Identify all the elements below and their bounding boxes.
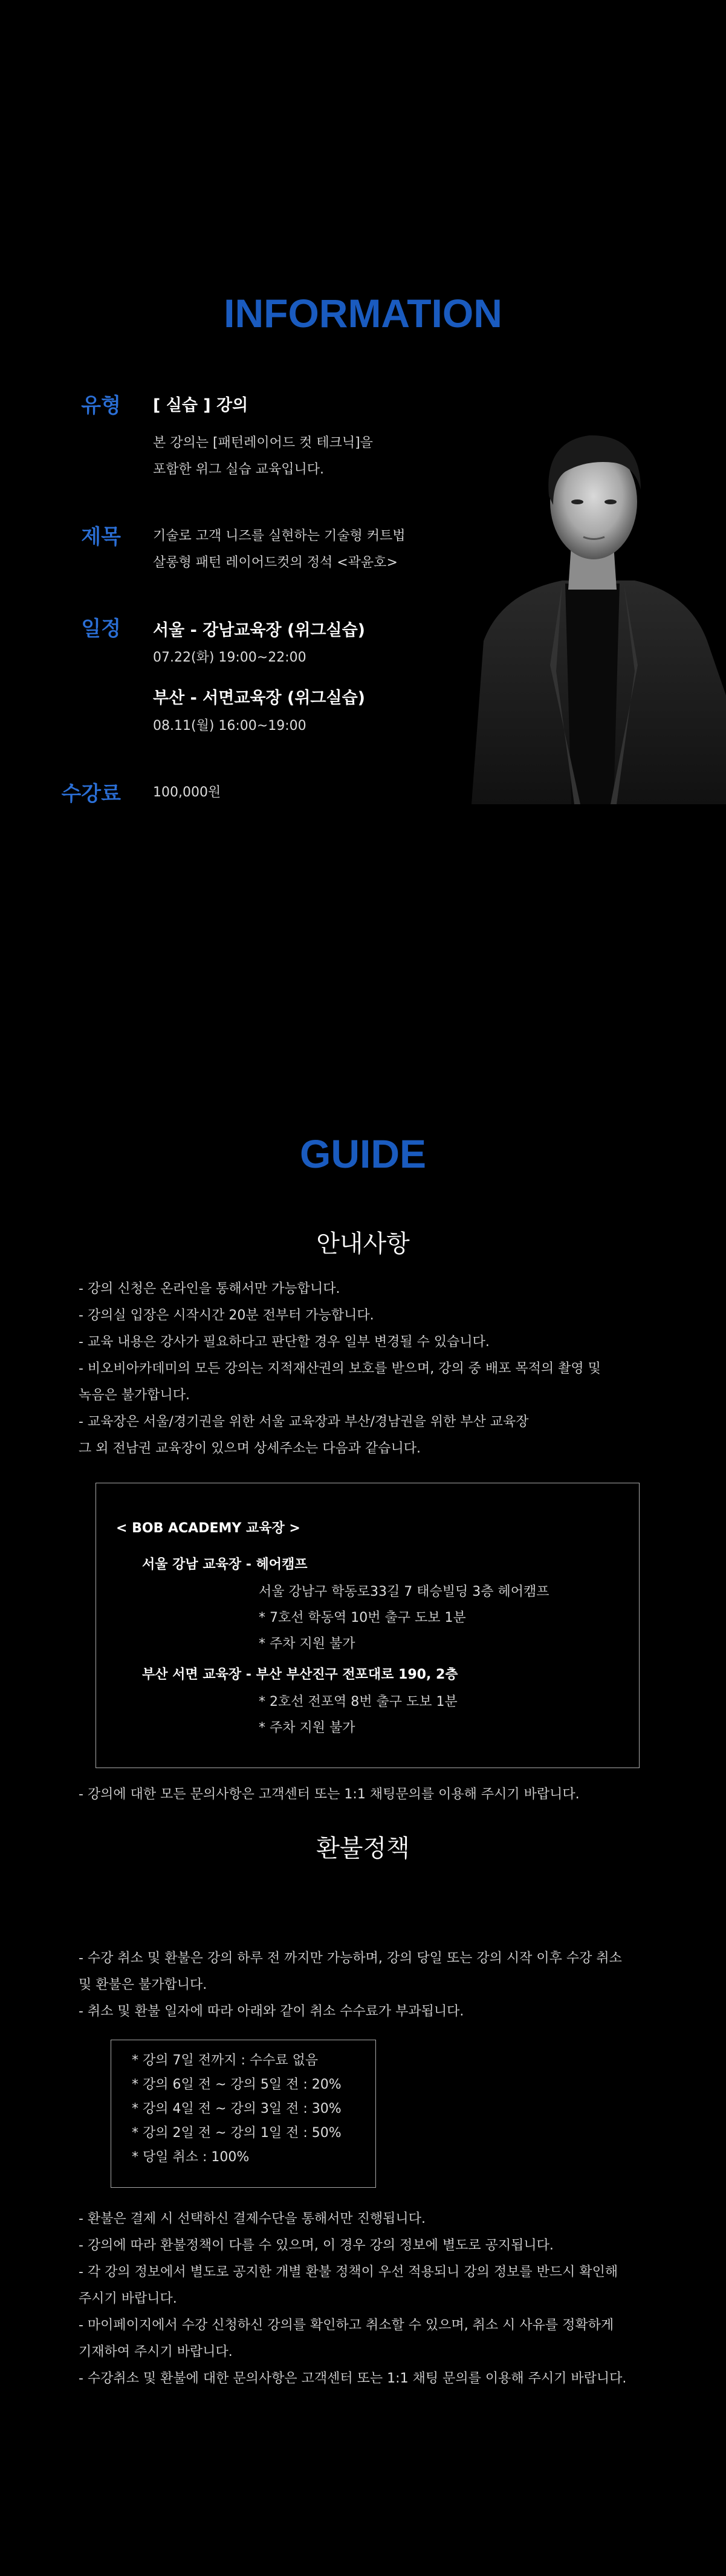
fee-row: * 강의 4일 전 ~ 강의 3일 전 : 30% — [132, 2101, 342, 2116]
notice-footer: - 강의에 대한 모든 문의사항은 고객센터 또는 1:1 채팅문의를 이용해 주시기 바랍니다. — [79, 1787, 580, 1802]
notice-list — [79, 1276, 601, 1462]
list-item: 기재하여 주시기 바랍니다. — [79, 2344, 233, 2360]
type-desc-2: 포함한 위그 실습 교육입니다. — [153, 462, 324, 477]
seoul-academy-line: 서울 강남구 학동로33길 7 태승빌딩 3층 헤어캠프 — [259, 1584, 549, 1599]
type-value: [ 실습 ] 강의 — [153, 396, 248, 415]
list-item: - 강의 신청은 온라인을 통해서만 가능합니다. — [79, 1281, 340, 1296]
instructor-portrait — [459, 381, 726, 804]
fee-row: * 강의 2일 전 ~ 강의 1일 전 : 50% — [132, 2126, 342, 2141]
fee-label: 수강료 — [61, 782, 121, 806]
list-item: - 비오비아카데미의 모든 강의는 지적재산권의 보호를 받으며, 강의 중 배포 목적의 촬영 및 — [79, 1361, 601, 1376]
list-item: - 강의에 따라 환불정책이 다를 수 있으며, 이 경우 강의 정보에 별도로 공지됩니다. — [79, 2238, 554, 2253]
schedule-busan-place: 부산 - 서면교육장 (위그실습) — [153, 689, 365, 707]
seoul-academy-line: * 주차 지원 불가 — [259, 1636, 355, 1651]
list-item: - 환불은 결제 시 선택하신 결제수단을 통해서만 진행됩니다. — [79, 2211, 426, 2226]
academy-heading: < BOB ACADEMY 교육장 > — [116, 1521, 300, 1536]
schedule-label: 일정 — [81, 617, 121, 641]
seoul-academy-line: * 7호선 학동역 10번 출구 도보 1분 — [259, 1610, 466, 1625]
fee-value: 100,000원 — [153, 785, 221, 800]
list-item: - 강의실 입장은 시작시간 20분 전부터 가능합니다. — [79, 1308, 374, 1323]
subject-line-2: 살롱형 패턴 레이어드컷의 정석 <곽윤호> — [153, 555, 398, 570]
refund-title: 환불정책 — [316, 1835, 410, 1862]
seoul-academy-name: 서울 강남 교육장 - 헤어캠프 — [142, 1557, 308, 1572]
schedule-seoul-place: 서울 - 강남교육장 (위그실습) — [153, 621, 365, 640]
list-item: - 각 강의 정보에서 별도로 공지한 개별 환불 정책이 우선 적용되니 강의 정보를 반드시 확인해 — [79, 2265, 618, 2280]
list-item: - 수강 취소 및 환불은 강의 하루 전 까지만 가능하며, 강의 당일 또는 강의 시작 이후 수강 취소 — [79, 1951, 622, 1966]
list-item: - 교육 내용은 강사가 필요하다고 판단할 경우 일부 변경될 수 있습니다. — [79, 1335, 490, 1350]
schedule-busan-time: 08.11(월) 16:00~19:00 — [153, 718, 306, 733]
fee-row: * 강의 7일 전까지 : 수수료 없음 — [132, 2053, 319, 2068]
list-item: 그 외 전남권 교육장이 있으며 상세주소는 다음과 같습니다. — [79, 1441, 421, 1456]
fee-row: * 당일 취소 : 100% — [132, 2150, 250, 2165]
schedule-seoul-time: 07.22(화) 19:00~22:00 — [153, 650, 306, 665]
subject-line-1: 기술로 고객 니즈를 실현하는 기술형 커트법 — [153, 529, 406, 544]
refund-list — [79, 1945, 622, 2025]
list-item: - 취소 및 환불 일자에 따라 아래와 같이 취소 수수료가 부과됩니다. — [79, 2004, 464, 2019]
list-item: 녹음은 불가합니다. — [79, 1388, 190, 1403]
list-item: 및 환불은 불가합니다. — [79, 1977, 207, 1992]
list-item: - 교육장은 서울/경기권을 위한 서울 교육장과 부산/경남권을 위한 부산 교육장 — [79, 1414, 529, 1429]
busan-academy-line: * 주차 지원 불가 — [259, 1720, 355, 1735]
busan-academy-line: * 2호선 전포역 8번 출구 도보 1분 — [259, 1694, 458, 1709]
list-item: - 마이페이지에서 수강 신청하신 강의를 확인하고 취소할 수 있으며, 취소 시 사유를 정확하게 — [79, 2318, 614, 2333]
type-desc-1: 본 강의는 [패턴레이어드 컷 테크닉]을 — [153, 435, 373, 450]
list-item: - 수강취소 및 환불에 대한 문의사항은 고객센터 또는 1:1 채팅 문의를 이용해 주시기 바랍니다. — [79, 2371, 627, 2386]
subject-label: 제목 — [81, 525, 121, 549]
guide-title: GUIDE — [299, 1131, 427, 1176]
fee-row: * 강의 6일 전 ~ 강의 5일 전 : 20% — [132, 2077, 342, 2092]
busan-academy-name: 부산 서면 교육장 - 부산 부산진구 전포대로 190, 2층 — [142, 1667, 458, 1682]
notice-title: 안내사항 — [316, 1230, 410, 1258]
type-label: 유형 — [81, 394, 121, 418]
refund-list-2 — [79, 2206, 626, 2392]
information-title: INFORMATION — [224, 291, 502, 336]
list-item: 주시기 바랍니다. — [79, 2291, 177, 2306]
